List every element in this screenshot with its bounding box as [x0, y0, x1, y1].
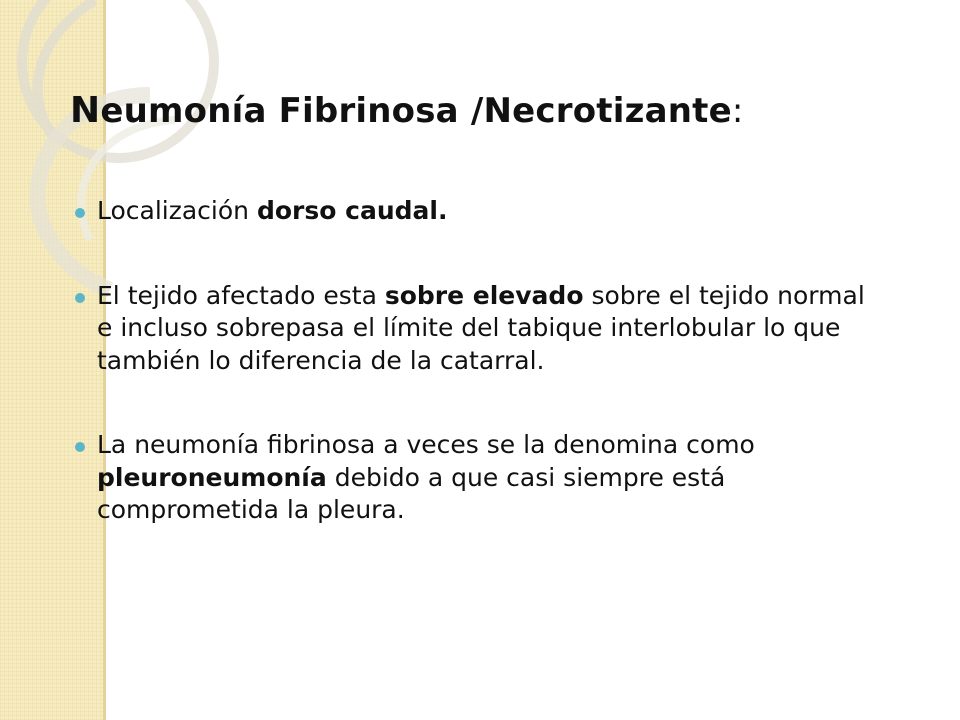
bullet-dot — [75, 293, 85, 303]
bullet-text: sobre el tejido normal e incluso sobrepasa el límite del tabique interlobular lo que también lo diferencia de la catarral. — [97, 280, 865, 375]
bullet-list — [75, 195, 875, 527]
slide-title — [70, 90, 930, 131]
title-initial: N — [70, 90, 101, 131]
bullet-item — [75, 195, 875, 228]
bullet-item — [75, 429, 875, 527]
bullet-text: La neumonía fibrinosa a veces se la denomina como — [97, 430, 755, 459]
bullet-text: Localización — [97, 196, 257, 225]
bullet-dot — [75, 442, 85, 452]
bullet-dot — [75, 208, 85, 218]
bullet-bold-text: sobre elevado — [384, 280, 584, 310]
bullet-bold-text: dorso caudal. — [256, 196, 448, 225]
bullet-bold-text: pleuroneumonía — [97, 462, 327, 492]
title-colon: : — [731, 91, 744, 131]
title-text: eumonía Fibrinosa /Necrotizante — [100, 91, 732, 131]
bullet-text: El tejido afectado esta — [97, 280, 385, 310]
bullet-text: debido a que casi siempre está comprometida la pleura. — [97, 462, 726, 524]
bullet-item — [75, 280, 875, 378]
